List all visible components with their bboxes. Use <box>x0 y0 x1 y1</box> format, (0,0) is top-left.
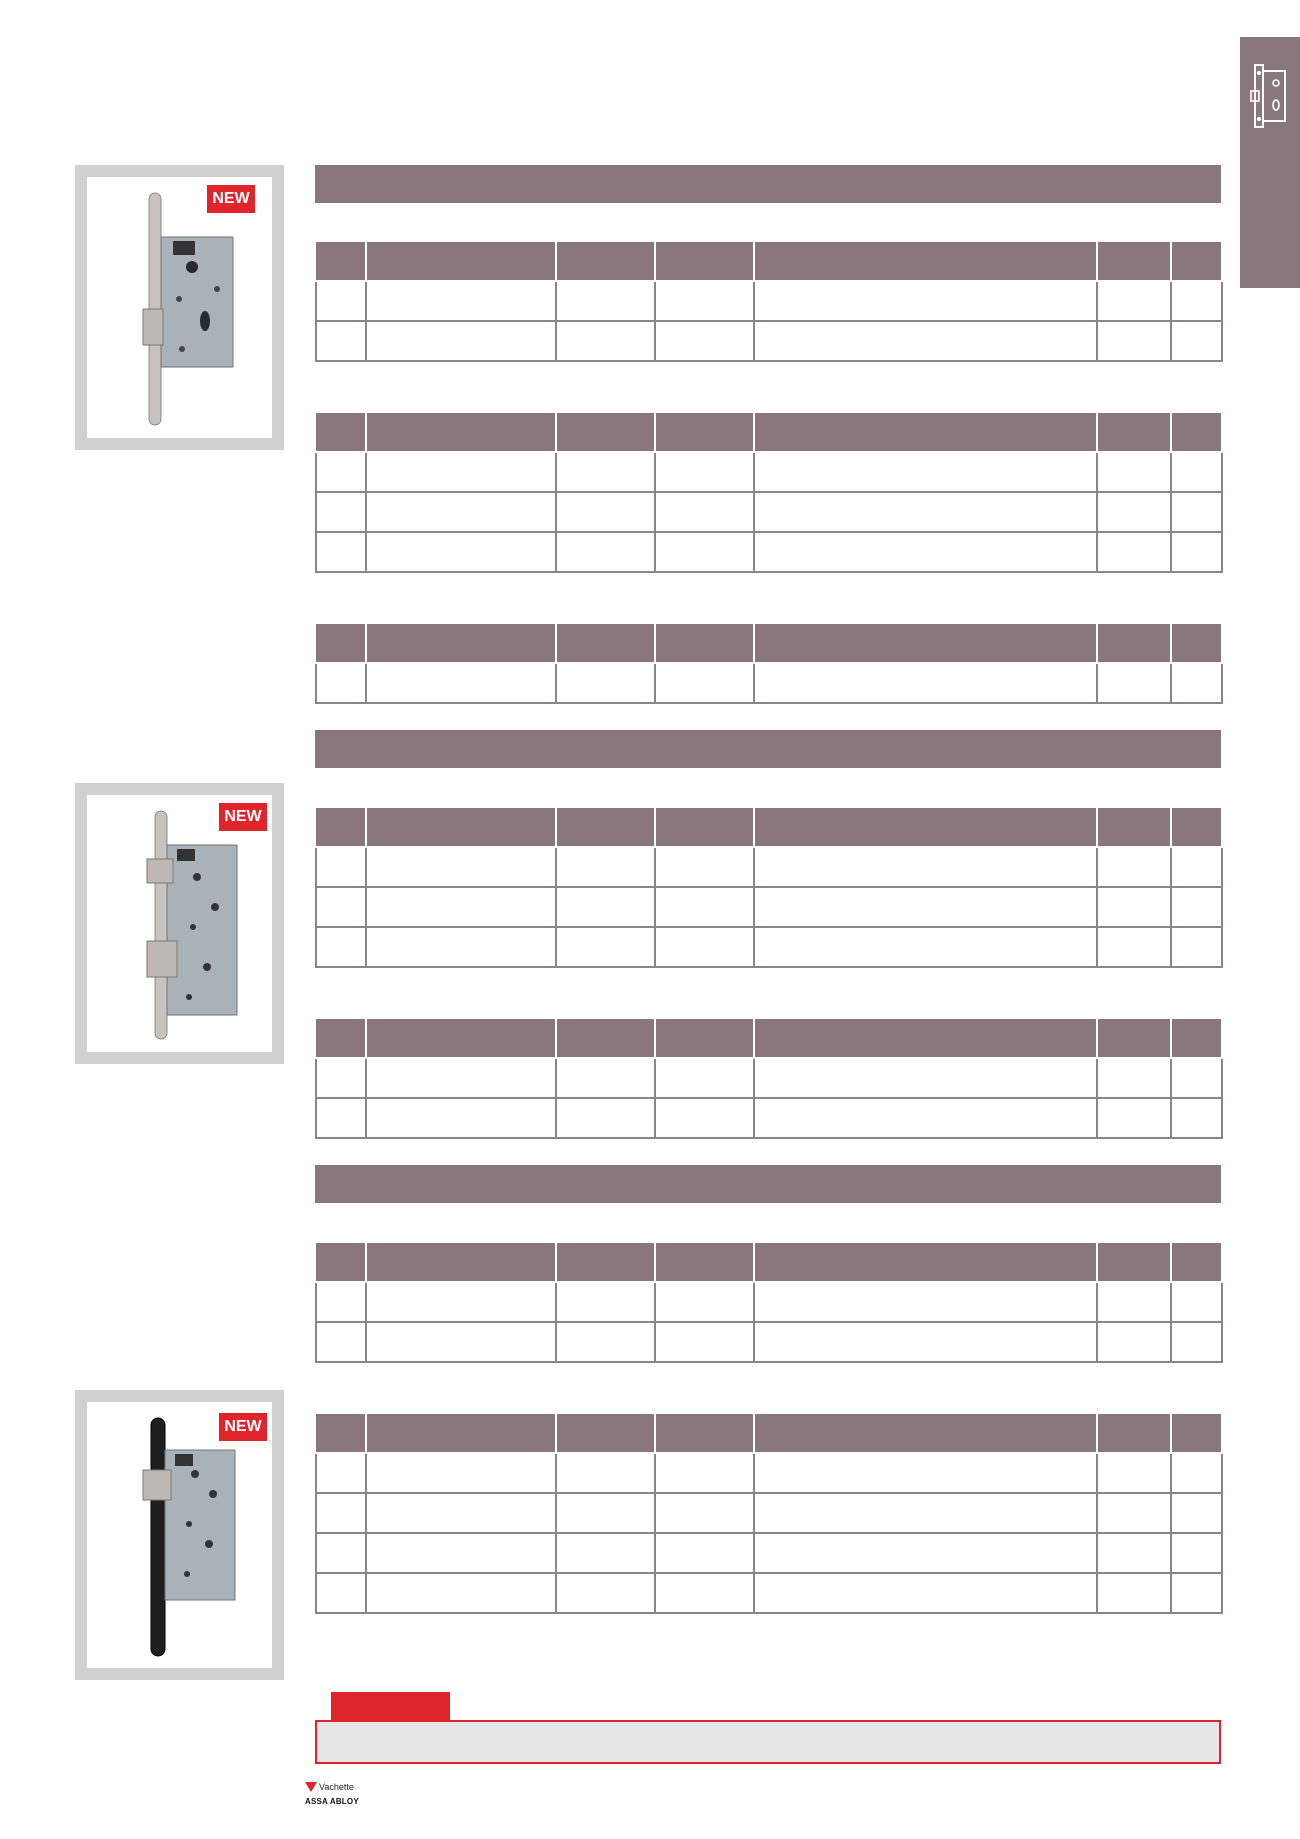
new-badge: NEW <box>219 1413 267 1441</box>
spec-table-1 <box>315 240 1223 362</box>
mortise-lock-image <box>137 189 247 429</box>
table-row <box>316 452 1222 492</box>
section-header-2 <box>315 730 1221 768</box>
mortise-lock-image <box>137 1414 247 1660</box>
table-row <box>316 281 1222 321</box>
new-badge: NEW <box>207 185 255 213</box>
spec-table-6 <box>315 1241 1223 1363</box>
section-header-1 <box>315 165 1221 203</box>
table-row <box>316 1453 1222 1493</box>
table-row <box>316 532 1222 572</box>
product-photo-frame-3 <box>75 1390 284 1680</box>
mortise-lock-icon <box>1249 61 1291 131</box>
table-row <box>316 1058 1222 1098</box>
table-header-row <box>316 807 1222 847</box>
table-row <box>316 927 1222 967</box>
table-header-row <box>316 1413 1222 1453</box>
spec-table-3 <box>315 622 1223 704</box>
table-row <box>316 887 1222 927</box>
table-row <box>316 1573 1222 1613</box>
logo-group-text: ASSA ABLOY <box>305 1797 359 1806</box>
spec-table-4 <box>315 806 1223 968</box>
table-header-row <box>316 1242 1222 1282</box>
table-row <box>316 1282 1222 1322</box>
table-row <box>316 847 1222 887</box>
new-badge: NEW <box>219 803 267 831</box>
chapter-tab[interactable] <box>1240 37 1300 288</box>
notice-box <box>315 1720 1221 1764</box>
table-row <box>316 1098 1222 1138</box>
mortise-lock-image <box>137 807 247 1043</box>
table-header-row <box>316 412 1222 452</box>
notice-tab <box>331 1692 450 1720</box>
table-row <box>316 1322 1222 1362</box>
table-row <box>316 321 1222 361</box>
logo-brand-text: Vachette <box>319 1782 354 1792</box>
spec-table-7 <box>315 1412 1223 1614</box>
spec-table-5 <box>315 1017 1223 1139</box>
table-row <box>316 492 1222 532</box>
table-header-row <box>316 623 1222 663</box>
product-photo-frame-2 <box>75 783 284 1064</box>
table-row <box>316 1533 1222 1573</box>
table-row <box>316 1493 1222 1533</box>
product-photo-frame-1 <box>75 165 284 450</box>
table-header-row <box>316 241 1222 281</box>
table-header-row <box>316 1018 1222 1058</box>
spec-table-2 <box>315 411 1223 573</box>
vachette-logo-icon <box>305 1781 317 1793</box>
table-row <box>316 663 1222 703</box>
section-header-3 <box>315 1165 1221 1203</box>
